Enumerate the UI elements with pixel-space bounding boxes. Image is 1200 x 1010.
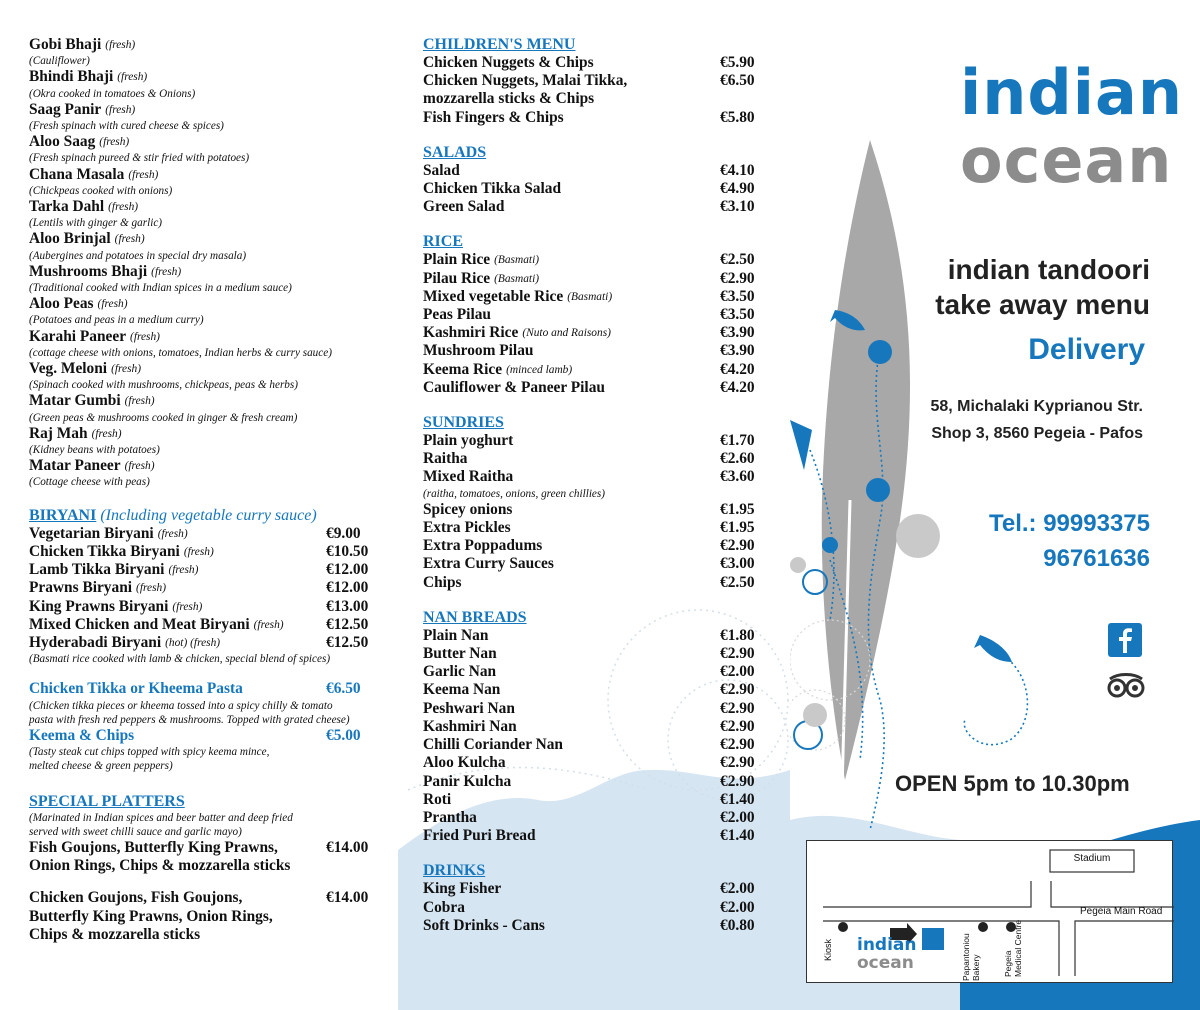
item-note: (fresh) [124,395,155,408]
item-description: (Chickpeas cooked with onions) [29,184,173,197]
item-name: Mixed vegetable Rice [423,287,564,305]
item-price: €1.95 [720,500,755,518]
pasta-item [29,680,398,698]
item-note: (fresh) [91,427,122,440]
item-name: Roti [423,790,452,808]
item-price: €1.70 [720,432,755,450]
item-name: Gobi Bhaji [29,36,102,53]
keema-desc-1: (Tasty steak cut chips topped with spicy keema mince, [29,746,270,759]
sundries-list [423,432,790,592]
map-logo-indian: indian [857,935,917,955]
item-name: Aloo Kulcha [423,754,506,772]
menu-column-1 [0,0,398,1010]
item-note: (fresh) [172,600,203,613]
menu-item [423,288,790,306]
menu-item [29,392,398,410]
platter-price: €14.00 [326,838,369,856]
item-price: €2.90 [720,717,755,735]
map-bakery-label: Papantoniou Bakery [961,933,981,981]
item-name: Aloo Peas [29,295,94,313]
platter-line [29,908,398,926]
children-item-line [423,109,790,127]
item-description: (Fresh spinach with cured cheese & spices) [29,120,224,133]
vegetable-dishes-list [29,36,398,490]
item-description: (Lentils with ginger & garlic) [29,217,163,230]
menu-item [29,263,398,281]
menu-item [29,457,398,475]
item-price: €12.50 [326,615,369,633]
phone-2: 96761636 [1043,545,1150,572]
item-name: Extra Pickles [423,519,511,537]
item-note: (fresh) [117,71,148,84]
item-price: €4.20 [720,360,755,378]
item-price: €2.00 [720,808,755,826]
item-note: (hot) (fresh) [165,636,221,649]
menu-item [423,718,790,736]
item-description: (cottage cheese with onions, tomatoes, Indian herbs & curry sauce) [29,346,332,359]
item-name: Plain Nan [423,626,489,644]
item-name: Chips [423,573,462,591]
menu-item [423,899,790,917]
item-name: Prawns Biryani [29,579,133,597]
menu-item [29,101,398,119]
item-note: (fresh) [151,265,182,278]
item-name: Chicken Tikka Salad [423,180,562,198]
item-name: Cauliflower & Paneer Pilau [423,378,605,396]
platter-line [29,926,398,944]
item-price: €2.90 [720,269,755,287]
item-note: (fresh) [128,168,159,181]
item-name: Fried Puri Bread [423,827,536,845]
item-name: Vegetarian Biryani [29,524,154,542]
item-note: (fresh) [105,103,136,116]
item-note: (Nuto and Raisons) [522,327,611,340]
children-item-price: €6.50 [720,72,755,90]
item-price: €3.50 [720,306,755,324]
item-name: Prantha [423,808,477,826]
item-name: Peshwari Nan [423,699,515,717]
item-price: €3.90 [720,324,755,342]
item-description: (raitha, tomatoes, onions, green chillies) [423,487,605,500]
item-name: Kashmiri Rice [423,324,519,342]
item-name: Kashmiri Nan [423,717,517,735]
facebook-icon[interactable] [1108,623,1142,657]
menu-item [423,555,790,573]
item-note: (minced lamb) [506,363,573,376]
item-name: Garlic Nan [423,663,497,681]
menu-item [423,162,790,180]
location-map[interactable] [806,840,1173,983]
menu-item [29,36,398,54]
item-note: (fresh) [97,298,128,311]
platter-name-line: Onion Rings, Chips & mozzarella sticks [29,857,291,875]
menu-item [423,342,790,360]
item-price: €2.00 [720,663,755,681]
platter-line [29,857,398,875]
biryani-title: BIRYANI [29,506,97,524]
item-note: (fresh) [130,330,160,343]
item-name: Keema Nan [423,681,501,699]
menu-item [29,295,398,313]
item-price: €3.90 [720,342,755,360]
item-price: €2.50 [720,573,755,591]
menu-item [423,379,790,397]
menu-item [423,574,790,592]
menu-item [423,809,790,827]
item-name: Keema Rice [423,360,503,378]
item-price: €3.60 [720,468,755,486]
item-note: (fresh) [99,136,130,149]
map-road-label: Pegeia Main Road [1080,906,1163,917]
item-price: €2.00 [720,898,755,916]
item-price: €2.90 [720,699,755,717]
item-price: €3.10 [720,198,755,216]
item-name: Aloo Saag [29,133,96,151]
item-price: €9.00 [326,524,361,542]
children-title: CHILDREN'S MENU [423,36,576,53]
menu-item [423,180,790,198]
menu-item [423,754,790,772]
platter-line [29,889,398,907]
platters-list [29,839,398,944]
item-name: Aloo Brinjal [29,230,111,248]
nan-title: NAN BREADS [423,608,527,626]
map-medical-label: Pegeia Medical Centre [1003,919,1023,977]
item-price: €3.50 [720,287,755,305]
item-name: Pilau Rice [423,269,491,287]
menu-item [423,519,790,537]
platter-name-line: Fish Goujons, Butterfly King Prawns, [29,838,278,856]
item-name: Chana Masala [29,165,125,183]
menu-item [423,681,790,699]
item-name: Saag Panir [29,100,102,118]
item-note: (Basmati) [494,272,540,285]
item-description: (Potatoes and peas in a medium curry) [29,314,204,327]
menu-item [423,501,790,519]
menu-item [29,328,398,346]
item-description: (Okra cooked in tomatoes & Onions) [29,87,196,100]
item-price: €10.50 [326,542,369,560]
menu-item [423,827,790,845]
menu-item [423,198,790,216]
logo-ocean: ocean [960,124,1173,197]
sundries-title: SUNDRIES [423,414,504,432]
item-price: €1.95 [720,519,755,537]
map-stadium-label: Stadium [1073,853,1111,864]
item-price: €2.90 [720,645,755,663]
item-description: (Fresh spinach pureed & stir fried with potatoes) [29,152,250,165]
item-description: (Green peas & mushrooms cooked in ginger & fresh cream) [29,411,298,424]
item-description: (Cauliflower) [29,55,90,68]
biryani-list [29,525,398,652]
children-item-line [423,54,790,72]
item-price: €12.00 [326,561,369,579]
pasta-desc-1: (Chicken tikka pieces or kheema tossed into a spicy chilly & tomato [29,699,333,712]
tagline-1: indian tandoori [947,254,1150,285]
item-name: Mushroom Pilau [423,342,534,360]
platters-desc-1: (Marinated in Indian spices and beer batter and deep fried [29,811,293,824]
item-note: (fresh) [114,233,145,246]
logo-indian: indian [960,56,1183,129]
item-name: Chicken Tikka Biryani [29,542,180,560]
item-name: Panir Kulcha [423,772,512,790]
item-note: (Basmati) [567,290,613,303]
children-item-line [423,72,790,90]
keema-desc-2: melted cheese & green peppers) [29,760,173,773]
item-name: Cobra [423,898,465,916]
delivery-label: Delivery [1028,333,1145,366]
menu-item [29,579,398,597]
menu-item [423,627,790,645]
platter-price: €14.00 [326,889,369,907]
item-name: Soft Drinks - Cans [423,916,545,934]
item-price: €12.50 [326,633,369,651]
menu-item [423,663,790,681]
item-description: (Spinach cooked with mushrooms, chickpeas, peas & herbs) [29,379,298,392]
item-description: (Kidney beans with potatoes) [29,444,160,457]
salads-title: SALADS [423,143,487,161]
item-price: €2.90 [720,736,755,754]
pasta-price: €6.50 [326,680,361,698]
pasta-name: Chicken Tikka or Kheema Pasta [29,680,243,698]
menu-item [423,736,790,754]
drinks-list [423,880,790,935]
children-item-price: €5.90 [720,54,755,71]
nan-breads-list [423,627,790,845]
menu-item [423,791,790,809]
keema-chips-price: €5.00 [326,726,361,744]
menu-item [29,230,398,248]
rice-list [423,251,790,397]
biryani-description: (Basmati rice cooked with lamb & chicken, special blend of spices) [29,653,331,666]
menu-item [29,133,398,151]
item-name: King Prawns Biryani [29,597,169,615]
children-item-line [423,90,790,108]
item-name: King Fisher [423,880,502,898]
item-name: Mixed Chicken and Meat Biryani [29,615,250,633]
menu-item [29,525,398,543]
item-name: Veg. Meloni [29,360,108,378]
menu-item [29,561,398,579]
pasta-desc-2: pasta with fresh red peppers & mushrooms. Topped with grated cheese) [29,713,350,726]
keema-chips-name: Keema & Chips [29,726,135,744]
item-name: Plain yoghurt [423,432,514,450]
menu-item [29,616,398,634]
menu-item [423,432,790,450]
item-price: €1.80 [720,626,755,644]
biryani-header [29,506,398,525]
item-name: Mushrooms Bhaji [29,262,148,280]
item-note: (fresh) [136,582,166,595]
item-description: (Aubergines and potatoes in special dry masala) [29,249,247,262]
menu-item [29,68,398,86]
item-price: €2.00 [720,880,755,898]
menu-item [423,468,790,486]
children-item-name: Fish Fingers & Chips [423,108,564,126]
menu-item [29,198,398,216]
item-note: (fresh) [168,564,199,577]
cover-panel [790,0,1200,1010]
item-note: (fresh) [253,618,284,631]
item-name: Tarka Dahl [29,198,105,216]
menu-item [423,700,790,718]
item-name: Matar Gumbi [29,392,121,410]
menu-item [423,270,790,288]
keema-chips-item [29,727,398,745]
item-name: Lamb Tikka Biryani [29,561,165,579]
address-line-1: 58, Michalaki Kyprianou Str. [930,398,1143,415]
item-name: Mixed Raitha [423,468,514,486]
platter-name-line: Butterfly King Prawns, Onion Rings, [29,907,273,925]
item-price: €4.20 [720,378,755,396]
menu-item [423,773,790,791]
item-name: Plain Rice [423,251,491,269]
platter-name-line: Chips & mozzarella sticks [29,925,201,943]
item-description: (Cottage cheese with peas) [29,476,150,489]
item-note: (fresh) [183,545,214,558]
platters-desc-2: served with sweet chilli sauce and garlic mayo) [29,825,242,838]
menu-item [29,598,398,616]
item-price: €2.90 [720,772,755,790]
item-price: €1.40 [720,827,755,845]
item-price: €0.80 [720,916,755,934]
menu-item [29,360,398,378]
menu-item [423,450,790,468]
address-line-2: Shop 3, 8560 Pegeia - Pafos [931,425,1143,442]
item-price: €1.40 [720,790,755,808]
menu-item [29,425,398,443]
platters-title: SPECIAL PLATTERS [29,792,185,810]
salads-list [423,162,790,217]
item-name: Raj Mah [29,424,88,442]
item-note: (fresh) [157,527,188,540]
item-note: (fresh) [105,39,136,51]
item-price: €2.90 [720,754,755,772]
map-logo-ocean: ocean [857,953,914,973]
item-price: €2.50 [720,251,755,269]
spacer [29,875,398,889]
item-price: €2.60 [720,450,755,468]
item-note: (fresh) [108,201,139,214]
item-note: (Basmati) [494,254,540,267]
item-name: Matar Paneer [29,457,121,475]
menu-item [423,306,790,324]
item-name: Spicey onions [423,500,513,518]
rice-title: RICE [423,233,464,251]
item-note: (fresh) [111,363,142,376]
tagline-2: take away menu [935,289,1150,320]
platter-name-line: Chicken Goujons, Fish Goujons, [29,889,243,907]
menu-item [423,361,790,379]
tripadvisor-icon[interactable] [1106,672,1146,700]
item-name: Raitha [423,450,468,468]
item-note: (fresh) [124,460,155,473]
menu-item [423,880,790,898]
item-price: €12.00 [326,579,369,597]
map-kiosk-label: Kiosk [823,938,833,961]
item-name: Extra Poppadums [423,537,543,555]
item-price: €2.90 [720,681,755,699]
item-name: Salad [423,161,460,179]
item-price: €3.00 [720,555,755,573]
children-menu-list [423,54,790,127]
item-name: Chilli Coriander Nan [423,736,563,754]
menu-item [29,543,398,561]
biryani-subtitle: (Including vegetable curry sauce) [100,506,317,524]
menu-column-2 [398,0,790,1010]
drinks-title: DRINKS [423,862,486,880]
menu-item [423,324,790,342]
item-price: €4.90 [720,180,755,198]
item-name: Bhindi Bhaji [29,68,114,86]
platter-line [29,839,398,857]
item-price: €4.10 [720,161,755,179]
menu-item [29,634,398,652]
menu-item [423,251,790,269]
item-description: (Traditional cooked with Indian spices in a medium sauce) [29,282,292,295]
menu-item [423,537,790,555]
item-name: Hyderabadi Biryani [29,633,162,651]
children-item-name: Chicken Nuggets, Malai Tikka, [423,72,628,90]
item-name: Extra Curry Sauces [423,555,554,573]
menu-item [423,645,790,663]
children-item-name: Chicken Nuggets & Chips [423,54,594,71]
menu-item [423,917,790,935]
item-name: Green Salad [423,198,505,216]
opening-hours: OPEN 5pm to 10.30pm [895,771,1130,796]
menu-item [29,166,398,184]
item-name: Peas Pilau [423,306,491,324]
item-name: Karahi Paneer [29,327,127,345]
item-price: €2.90 [720,537,755,555]
item-name: Butter Nan [423,645,497,663]
item-price: €13.00 [326,597,369,615]
children-item-price: €5.80 [720,108,755,126]
children-item-name: mozzarella sticks & Chips [423,90,595,108]
phone-1: Tel.: 99993375 [988,510,1150,537]
